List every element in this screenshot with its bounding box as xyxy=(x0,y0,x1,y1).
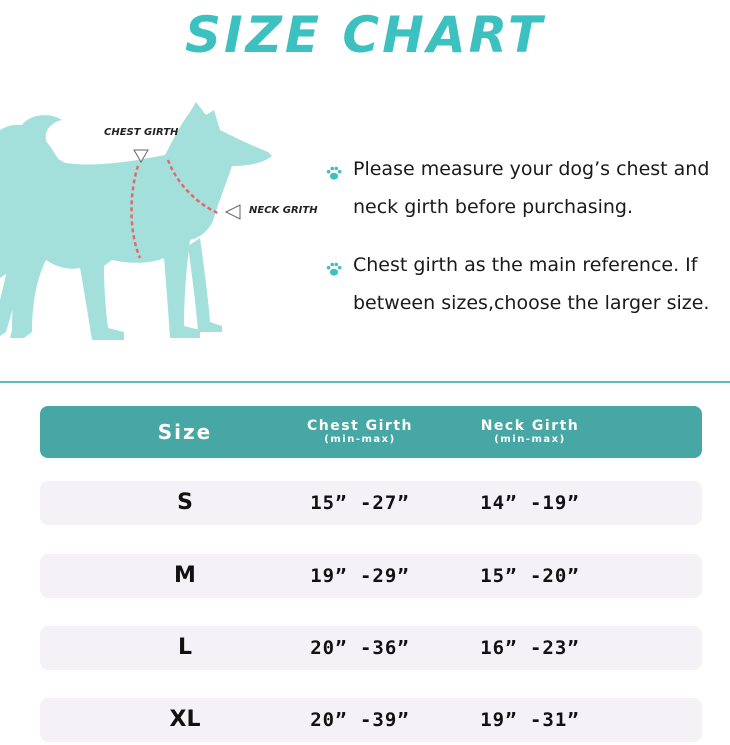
header-chest-sub: (min-max) xyxy=(324,434,396,445)
header-neck-label: Neck Girth xyxy=(480,418,580,434)
note-item xyxy=(325,246,730,322)
neck-cell: 16” -23” xyxy=(480,637,580,659)
size-cell: S xyxy=(177,490,193,515)
size-table-header xyxy=(40,406,702,458)
chest-cell: 15” -27” xyxy=(310,492,410,514)
header-size xyxy=(125,406,245,458)
header-chest-girth xyxy=(295,406,425,458)
note-text: Please measure your dog’s chest and neck girth before purchasing. xyxy=(353,158,710,218)
note-text: Chest girth as the main reference. If between sizes,choose the larger size. xyxy=(353,254,710,314)
paw-icon xyxy=(325,260,343,278)
size-cell: XL xyxy=(169,707,201,732)
note-item xyxy=(325,150,730,226)
paw-icon xyxy=(325,164,343,182)
measurement-notes xyxy=(325,150,730,342)
size-cell: M xyxy=(174,563,196,588)
header-chest-label: Chest Girth xyxy=(307,418,413,434)
table-row xyxy=(40,698,702,742)
neck-girth-label: NECK GRITH xyxy=(249,205,318,216)
page-title: SIZE CHART xyxy=(184,6,546,64)
table-row xyxy=(40,626,702,670)
neck-cell: 14” -19” xyxy=(480,492,580,514)
chest-cell: 20” -36” xyxy=(310,637,410,659)
header-neck-girth xyxy=(465,406,595,458)
chest-girth-label: CHEST GIRTH xyxy=(104,127,179,138)
chest-cell: 20” -39” xyxy=(310,709,410,731)
table-row xyxy=(40,481,702,525)
table-row xyxy=(40,554,702,598)
neck-cell: 19” -31” xyxy=(480,709,580,731)
neck-cell: 15” -20” xyxy=(480,565,580,587)
chest-cell: 19” -29” xyxy=(310,565,410,587)
section-divider xyxy=(0,381,730,383)
header-neck-sub: (min-max) xyxy=(494,434,566,445)
header-size-label: Size xyxy=(157,420,213,444)
size-cell: L xyxy=(177,635,193,660)
